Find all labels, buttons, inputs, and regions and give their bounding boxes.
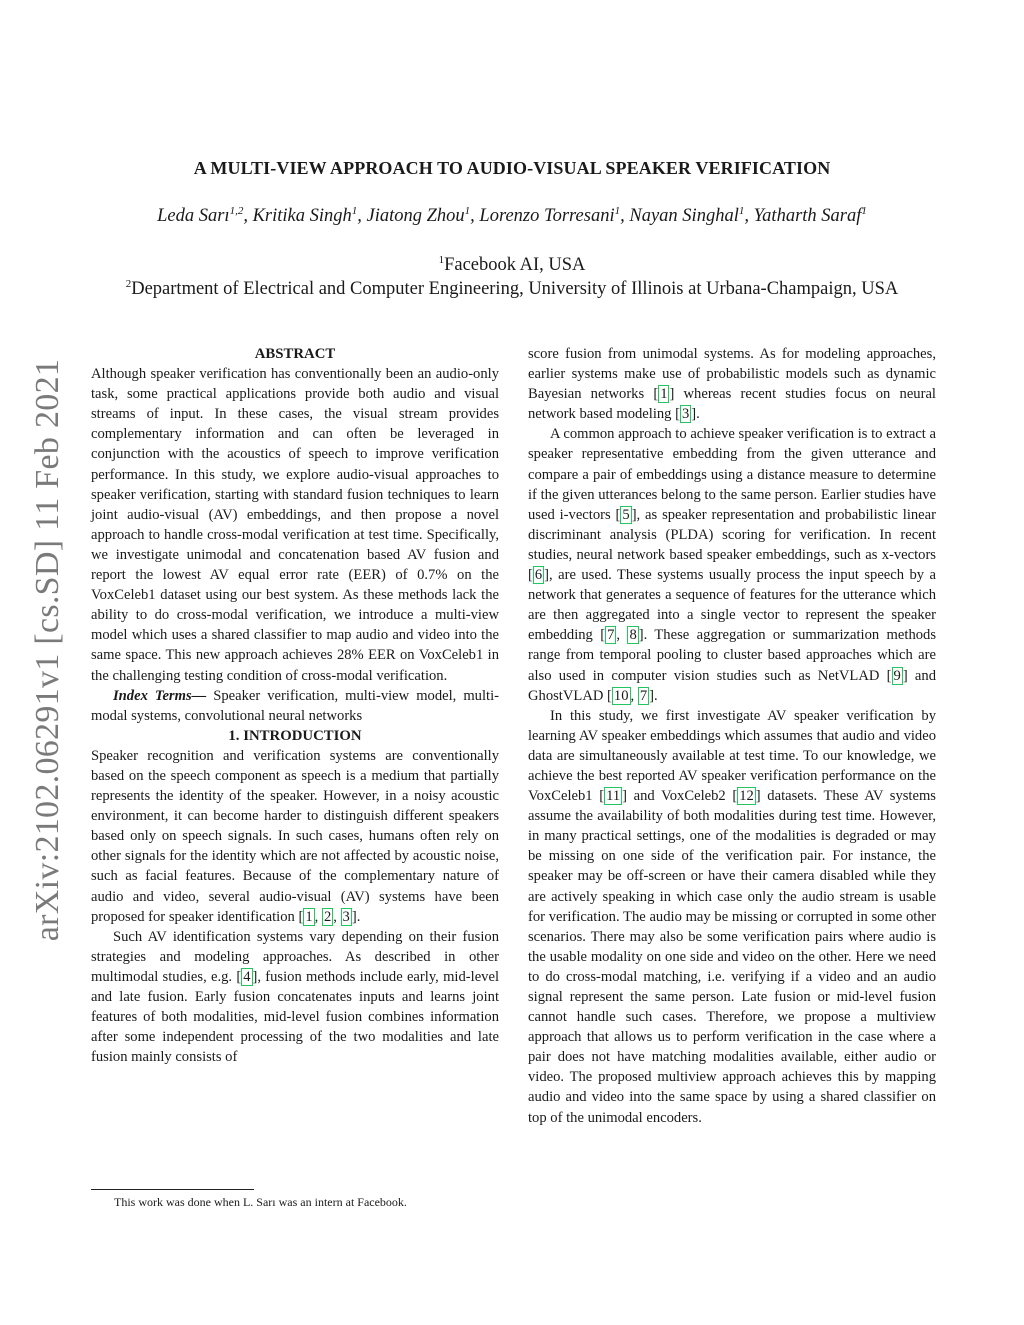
citation-link[interactable]: 1 [660, 386, 668, 403]
citation-link[interactable]: 7 [607, 627, 615, 644]
citation-link[interactable]: 4 [243, 968, 251, 985]
abstract-text: Although speaker verification has conventionally been an audio-only task, some practical applications provide both audio and visual streams of input. In these cases, the visual stream provides complementary information and can often be leveraged in conjunction with the acoustics of speech to improve verification performance. In this study, we explore audio-visual approaches to speaker verification, starting with standard fusion techniques to learn joint audio-visual (AV) embeddings, and then propose a novel approach to handle cross-modal verification at test time. Specifically, we investigate unimodal and concatenation based AV fusion and report the lowest AV equal error rate (EER) of 0.7% on the VoxCeleb1 dataset using our best system. As these methods lack the ability to do cross-modal verification, we introduce a multi-view model which uses a shared classifier to map audio and video into the same space. This new approach achieves 28% EER on VoxCeleb1 in the challenging testing condition of cross-modal verification. [91, 366, 499, 684]
author: Kritika Singh [252, 206, 352, 227]
citation-link[interactable]: 3 [681, 406, 690, 423]
intro-paragraph-2: Such AV identification systems vary depending on their fusion strategies and modeling approaches. As described in other multimodal studies, e.g. [ 4 ], fusion methods include early, mid-level and late fusion. Early fusion concatenates inputs and learns joint features of both modalities, mid-level fusion combines information after some independent processing of the two modalities and late fusion mainly consists of [91, 928, 499, 1066]
citation-link[interactable]: 8 [629, 627, 637, 644]
citation-link[interactable]: 7 [639, 687, 648, 704]
citation-link[interactable]: 1 [305, 908, 313, 925]
affiliation-1: $^1$Facebook AI, USA [438, 254, 586, 276]
footnote-divider [91, 1189, 254, 1190]
paper-title: A MULTI-VIEW APPROACH TO AUDIO-VISUAL SPEAKER VERIFICATION [193, 158, 831, 178]
right-paragraph-2: A common approach to achieve speaker verification is to extract a speaker representative embedding from the given utterance and compare a pair of embeddings using a distance measure to determine if the given utterances belong to the same person. Earlier studies have used i-vectors [ 5 ], as speaker representation and probabilistic linear discriminant analysis (PLDA) scoring for verification. In recent studies, neural network based speaker embeddings, such as x-vectors [ 6 ], are used. These systems usually process the input speech by a network that generates a sequence of features for the utterance which are then aggregated into a single vector to represent the speaker embedding [ 7 , 8 ]. These aggregation or summarization methods range from temporal pooling to cluster based approaches which are also used in computer vision studies such as NetVLAD [ 9 ] and GhostVLAD [ 10 , 7 ]. [528, 426, 937, 704]
author: Jiatong Zhou [366, 206, 465, 227]
citation-link[interactable]: 6 [534, 567, 543, 584]
citation-link[interactable]: 5 [622, 506, 630, 523]
right-paragraph-3: In this study, we first investigate AV speaker verification by learning AV speaker embeddings which assumes that audio and video data are simultaneously available at test time. To our knowledge, we achieve the best reported AV speaker verification performance on the VoxCeleb1 [ 11 ] and VoxCeleb2 [ 12 ] datasets. These AV systems assume the availability of both modalities during test time. However, in many practical settings, one of the modalities is degraded or may be missing on one side of the verification pair. For instance, the speaker may be off-screen or have their camera disabled while they are actively speaking in which case only the audio stream is usable for verification. The audio may be missing or corrupted in some other scenarios. There may also be some verification pairs where audio is the usable modality on one side and video on the other. Here we need to do cross-modal matching, i.e. verifying if a video and an audio signal represent the same person. Late fusion or mid-level fusion cannot handle such cases. Therefore, we propose a multiview approach that allows us to perform verification in the case where a pair does not have matching modalities available, either audio or video. The proposed multiview approach achieves this by mapping audio and video into the same space by using a shared classifier on top of the unimodal encoders. [528, 707, 936, 1126]
author: Lorenzo Torresani [479, 206, 615, 227]
right-column [528, 344, 936, 1128]
citation-link[interactable]: 3 [342, 908, 350, 925]
footnote: This work was done when L. Sarı was an intern at Facebook. [114, 1195, 407, 1209]
author: Leda Sarı [157, 206, 230, 227]
arxiv-sidebar-stamp [8, 350, 88, 950]
author: Nayan Singhal [629, 206, 739, 227]
index-terms: Index Terms— Speaker verification, multi-view model, multi-modal systems, convolutional neural networks [91, 687, 499, 724]
citation-link[interactable]: 11 [606, 788, 621, 805]
citation-link[interactable]: 2 [323, 908, 332, 925]
affiliation-2: $^2$Department of Electrical and Computer Engineering, University of Illinois at Urbana-Champaign, USA [125, 278, 899, 300]
abstract-heading: ABSTRACT [254, 346, 336, 362]
author-list: Leda Sarı$^{1,2}$, Kritika Singh$^1$, Jiatong Zhou$^1$, Lorenzo Torresani$^1$, Nayan Singhal$^1$, Yatharth Saraf$^1$ [157, 205, 867, 227]
left-column [91, 344, 499, 1067]
arxiv-id[interactable]: arXiv:2102.06291v1 [cs.SD] 11 Feb 2021 [29, 358, 66, 942]
right-paragraph-1: score fusion from unimodal systems. As for modeling approaches, earlier systems make use of probabilistic models such as dynamic Bayesian networks [ 1 ] whereas recent studies focus on neural network based modeling [ 3 ]. [528, 346, 936, 423]
citation-link[interactable]: 12 [739, 788, 754, 805]
intro-paragraph-1: Speaker recognition and verification systems are conventionally based on the speech component as speech is a medium that partially represents the identity of the speaker. However, in a noisy acoustic environment, it can become harder to distinguish different speakers based only on speech signals. In such cases, humans often rely on other signals for the identity which are not affected by acoustic noise, such as facial features. Because of the complementary nature of audio and video, several audio-visual (AV) systems have been proposed for speaker identification [ 1 , 2 , 3 ]. [91, 747, 499, 925]
intro-heading: 1. INTRODUCTION [228, 727, 362, 744]
citation-link[interactable]: 9 [893, 667, 901, 684]
author: Yatharth Saraf [753, 206, 862, 227]
citation-link[interactable]: 10 [613, 687, 629, 704]
